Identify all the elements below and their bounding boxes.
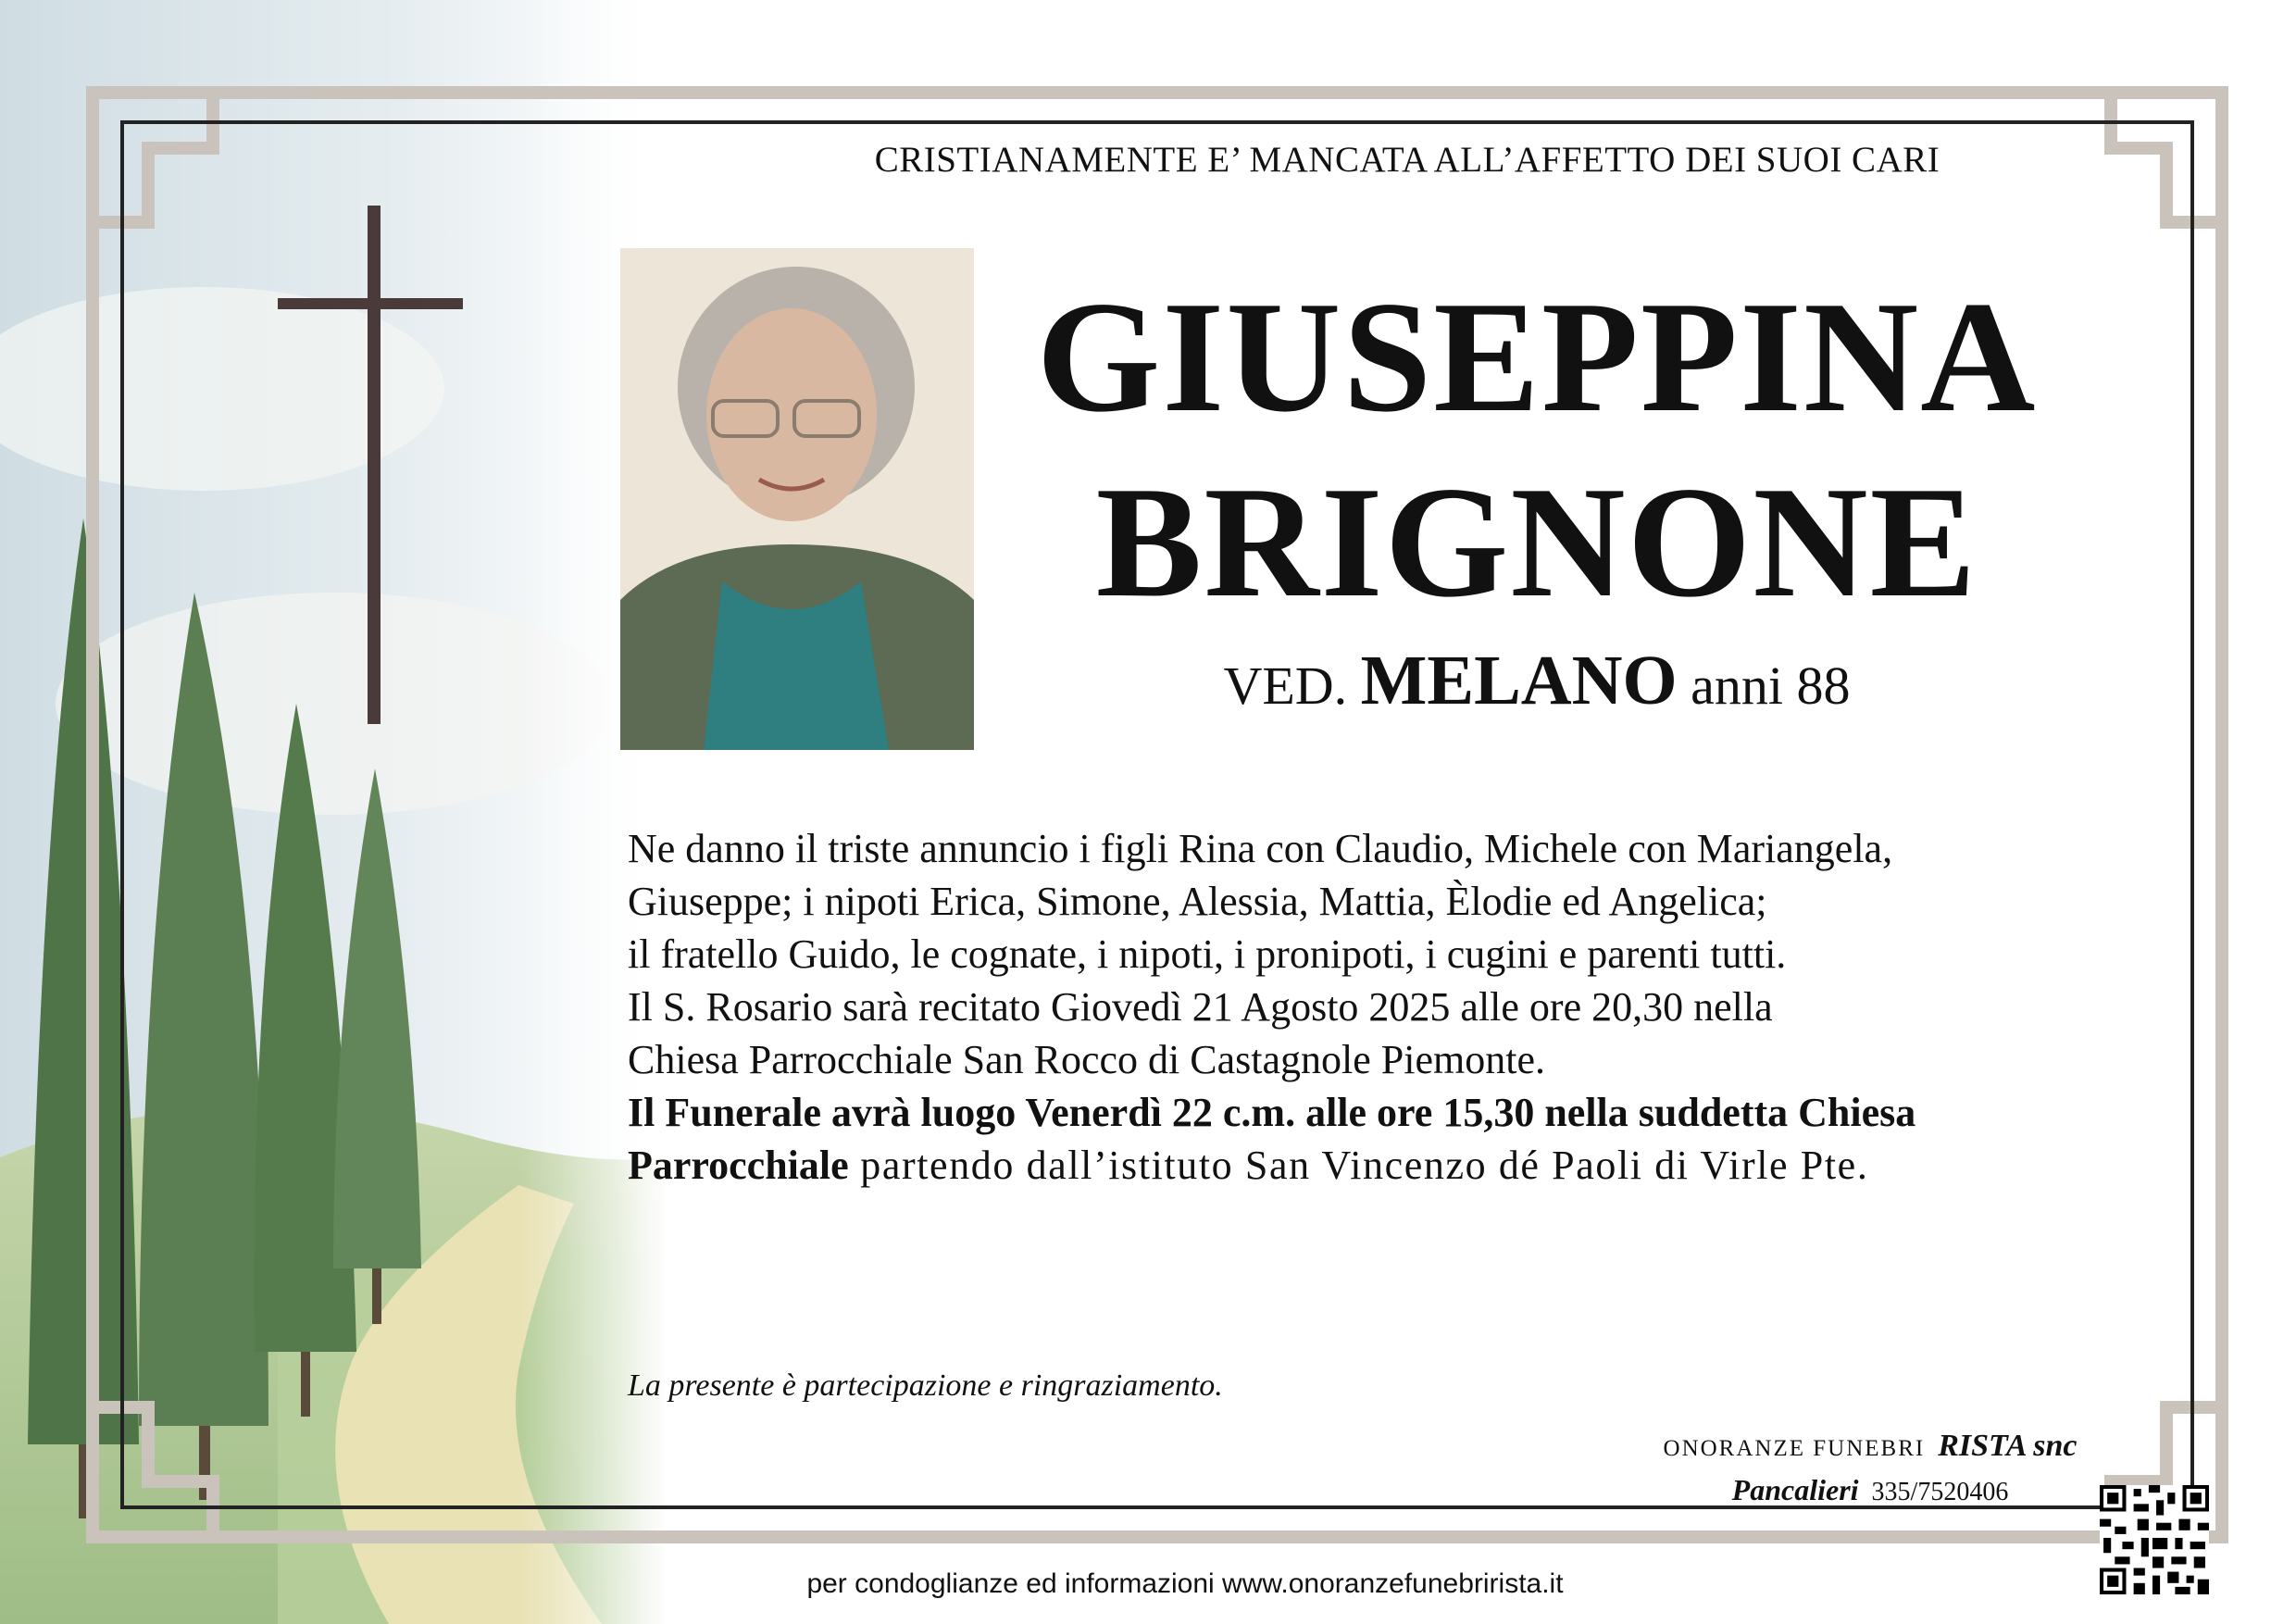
- agency-phone: 335/7520406: [1871, 1478, 2009, 1506]
- body-line: il fratello Guido, le cognate, i nipoti, i pronipoti, i cugini e parenti tutti.: [628, 931, 1787, 977]
- body-line: Giuseppe; i nipoti Erica, Simone, Alessia, Mattia, Èlodie ed Angelica;: [628, 879, 1767, 924]
- deceased-last-name: BRIGNONE: [1095, 455, 1978, 631]
- funeral-agency: [1574, 1426, 2166, 1513]
- age: anni 88: [1691, 656, 1851, 716]
- body-line: Il S. Rosario sarà recitato Giovedì 21 Agosto 2025 alle ore 20,30 nella: [628, 984, 1773, 1030]
- agency-caps: ONORANZE FUNEBRI: [1663, 1436, 1926, 1461]
- agency-town: Pancalieri: [1731, 1473, 1859, 1506]
- funeral-line-2: [628, 1139, 2183, 1192]
- landscape-illustration: [0, 0, 667, 1624]
- funeral-line: [628, 1086, 2183, 1139]
- announcement-heading: CRISTIANAMENTE E’ MANCATA ALL’AFFETTO DEI SUOI CARI: [874, 140, 1940, 180]
- body-line: Chiesa Parrocchiale San Rocco di Castagnole Piemonte.: [628, 1037, 1545, 1082]
- body-line: Ne danno il triste annuncio i figli Rina con Claudio, Michele con Mariangela,: [628, 826, 1893, 871]
- widow-line: [1009, 642, 2065, 719]
- funeral-departure-text: partendo dall’istituto San Vincenzo dé Paoli di Virle Pte.: [848, 1143, 1869, 1188]
- thanks-note: La presente è partecipazione e ringraziamento.: [628, 1368, 1223, 1403]
- portrait-photo: [620, 248, 974, 750]
- funeral-bold-text-2: Parrocchiale: [628, 1143, 849, 1188]
- married-name: MELANO: [1360, 642, 1678, 719]
- widow-prefix: VED.: [1223, 656, 1348, 716]
- qr-code-icon: [2100, 1485, 2209, 1594]
- announcement-body: [628, 822, 2183, 1192]
- deceased-first-name: GIUSEPPINA: [1036, 269, 2038, 445]
- funeral-bold-text: Il Funerale avrà luogo Venerdì 22 c.m. alle ore 15,30 nella suddetta Chiesa: [628, 1090, 1916, 1135]
- contact-footer: per condoglianze ed informazioni www.onoranzefunebrirista.it: [806, 1568, 1564, 1599]
- agency-name: RISTA snc: [1938, 1429, 2078, 1463]
